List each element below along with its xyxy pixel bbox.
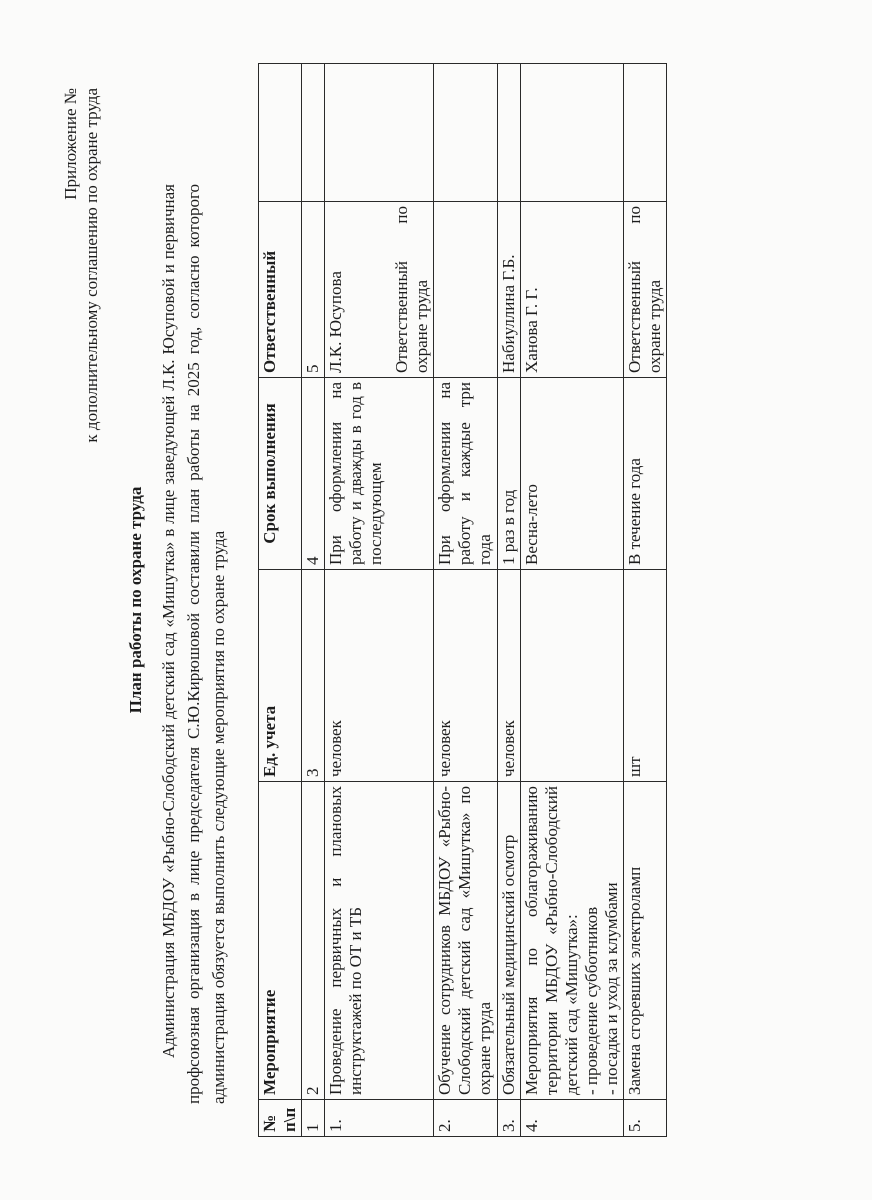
plan-title: План работы по охране труда <box>126 486 145 714</box>
responsible-name: Л.К. Юсупова <box>326 271 345 373</box>
row-event: Обязательный медицинский осмотр <box>498 782 521 1100</box>
row-extra <box>521 64 624 202</box>
row-responsible <box>325 202 434 378</box>
row-term: При оформлении на работу и каждые три года <box>434 378 498 570</box>
table-row <box>325 64 434 1137</box>
row-term: 1 раз в год <box>498 378 521 570</box>
header-term: Срок выполнения <box>259 378 302 570</box>
row-unit: человек <box>434 570 498 782</box>
row-unit <box>521 570 624 782</box>
responsible-role: Ответственный по охране труда <box>392 206 431 373</box>
table-row <box>521 64 624 1137</box>
row-event <box>521 782 624 1100</box>
column-number: 4 <box>302 378 325 570</box>
row-unit: человек <box>325 570 434 782</box>
row-extra <box>498 64 521 202</box>
header-responsible: Ответственный <box>259 202 302 378</box>
column-number: 2 <box>302 782 325 1100</box>
row-event: Проведение первичных и плановых инструктажей по ОТ и ТБ <box>325 782 434 1100</box>
row-number: 3. <box>498 1100 521 1137</box>
column-number: 5 <box>302 202 325 378</box>
column-number-row <box>302 64 325 1137</box>
row-responsible: Ханова Г. Г. <box>521 202 624 378</box>
event-item: - проведение субботников <box>582 906 601 1095</box>
row-extra <box>325 64 434 202</box>
header-event: Мероприятие <box>259 782 302 1100</box>
row-number: 1. <box>325 1100 434 1137</box>
header-extra <box>259 64 302 202</box>
header-number: № п\п <box>259 1100 302 1137</box>
row-unit: человек <box>498 570 521 782</box>
row-extra <box>434 64 498 202</box>
row-term: Весна-лето <box>521 378 624 570</box>
row-term: В течение года <box>624 378 667 570</box>
event-text: Мероприятия по облагораживанию территории МБДОУ «Рыбно-Слободский детский сад «Мишутка»: <box>522 786 581 1095</box>
row-responsible: Ответственный по охране труда <box>624 202 667 378</box>
row-extra <box>624 64 667 202</box>
row-number: 4. <box>521 1100 624 1137</box>
appendix-subtitle: к дополнительному соглашению по охране труда <box>82 88 101 443</box>
table-row <box>498 64 521 1137</box>
row-responsible: Набиуллина Г.Б. <box>498 202 521 378</box>
row-event: Замена сгоревших электроламп <box>624 782 667 1100</box>
event-item: - посадка и уход за клумбами <box>602 882 621 1095</box>
column-number: 1 <box>302 1100 325 1137</box>
table-header-row <box>259 64 302 1137</box>
column-number <box>302 64 325 202</box>
row-responsible <box>434 202 498 378</box>
row-term: При оформлении на работу и дважды в год в последующем <box>325 378 434 570</box>
row-number: 5. <box>624 1100 667 1137</box>
row-event: Обучение сотрудников МБДОУ «Рыбно-Слободский детский сад «Мишутка» по охране труда <box>434 782 498 1100</box>
table-row <box>434 64 498 1137</box>
intro-paragraph: Администрация МБДОУ «Рыбно-Слободский детский сад «Мишутка» в лице заведующей Л.К. Юсуповой и первичная профсоюзная организация в лице председателя С.Ю.Кирюшовой составили план работы на 2025 год, согласно которого администрация обязуется выполнить следующие мероприятия по охране труда <box>159 184 228 1104</box>
row-unit: шт <box>624 570 667 782</box>
table-row <box>624 64 667 1137</box>
row-number: 2. <box>434 1100 498 1137</box>
safety-plan-table <box>258 63 667 1137</box>
header-unit: Ед. учета <box>259 570 302 782</box>
column-number: 3 <box>302 570 325 782</box>
appendix-title: Приложение № <box>61 88 80 200</box>
